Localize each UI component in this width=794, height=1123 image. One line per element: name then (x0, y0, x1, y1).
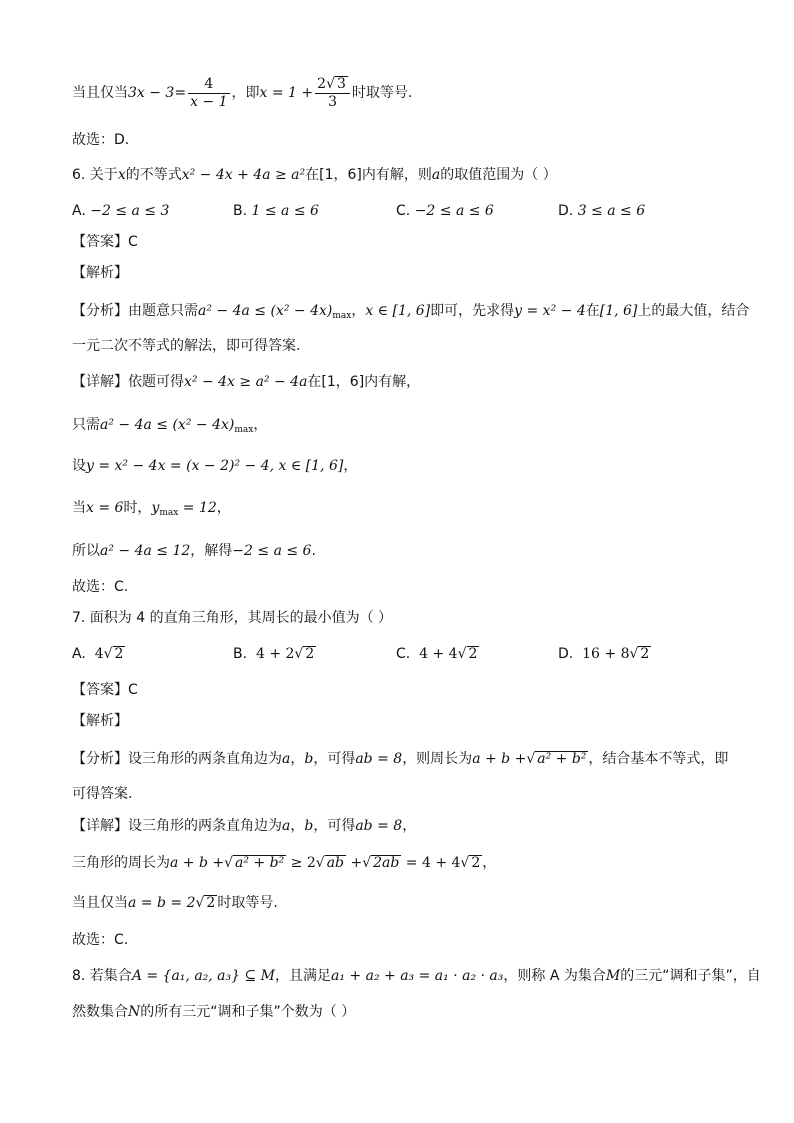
q6-when: 当x = 6时，$y_{max} = 12$， (72, 500, 231, 518)
fraction: $\frac{4}{x - 1}$ (190, 75, 228, 110)
q8-stem: 8. 若集合A = {a₁, a₂, a₃} ⊆ M，且满足a₁ + a₂ + a₃ = a₁ · a₂ · a₃，则称 A 为集合M的三元“调和子集”，自 (72, 968, 761, 984)
q7-option-a: A. 4√ 2 (72, 646, 124, 662)
q6-answer: 【答案】C (72, 234, 138, 250)
q6-option-d: D. 3 ≤ a ≤ 6 (558, 203, 646, 219)
q6-option-b: B. 1 ≤ a ≤ 6 (233, 203, 319, 219)
q7-option-b: B. 4 + 2√ 2 (233, 646, 315, 662)
q5-equality-condition: 当且仅当3x − 3= $\frac{4}{x - 1}$ ，即x = 1 + $\frac{2√ 3}{3}$ 时取等号. (72, 75, 413, 110)
q6-choice: 故选：C. (72, 579, 129, 595)
q7-perimeter: 三角形的周长为a + b +√ a² + b² ≥ 2√ ab +√ 2ab = 4 + 4√ 2 ， (72, 855, 497, 871)
q7-analysis-heading: 【解析】 (72, 713, 128, 729)
q7-choice: 故选：C. (72, 932, 129, 948)
q6-only-need: 只需$a^2 - 4a \le (x^2 - 4x)_{max}$， (72, 417, 268, 435)
q6-option-a: A. −2 ≤ a ≤ 3 (72, 203, 170, 219)
q7-fenxi-line2: 可得答案. (72, 786, 133, 802)
q7-answer: 【答案】C (72, 682, 138, 698)
q7-fenxi: 【分析】设三角形的两条直角边为a，b，可得ab = 8，则周长为a + b +√ a² + b² ，结合基本不等式，即 (72, 751, 729, 767)
q7-xiangjie: 【详解】设三角形的两条直角边为a，b，可得ab = 8， (72, 818, 417, 834)
fraction: $\frac{2√ 3}{3}$ (315, 76, 350, 111)
q6-conclusion: 所以a² − 4a ≤ 12，解得−2 ≤ a ≤ 6. (72, 543, 316, 559)
q6-xiangjie: 【详解】依题可得x² − 4x ≥ a² − 4a在[1，6]内有解， (72, 374, 421, 390)
q6-fenxi-line2: 一元二次不等式的解法，即可得答案. (72, 338, 301, 354)
q5-choice: 故选：D. (72, 132, 130, 148)
q6-stem: 6. 关于x的不等式x² − 4x + 4a ≥ a²在[1，6]内有解，则a的取值范围为（ ） (72, 167, 557, 183)
q6-analysis-heading: 【解析】 (72, 265, 128, 281)
q7-option-c: C. 4 + 4√ 2 (396, 646, 478, 662)
q6-set-y: 设y = x² − 4x = (x − 2)² − 4, x ∈ [1, 6]， (72, 458, 358, 474)
q7-stem: 7. 面积为 4 的直角三角形，其周长的最小值为（ ） (72, 610, 393, 626)
q7-option-d: D. 16 + 8√ 2 (558, 646, 650, 662)
q7-equality: 当且仅当a = b = 2√ 2 时取等号. (72, 895, 278, 911)
q8-stem-line2: 然数集合N的所有三元“调和子集”个数为（ ） (72, 1004, 356, 1020)
q6-option-c: C. −2 ≤ a ≤ 6 (396, 203, 494, 219)
q6-fenxi: 【分析】由题意只需$a^2 - 4a \le (x^2 - 4x)_{max}$，x ∈ [1, 6]即可，先求得y = x² − 4在[1, 6]上的最大值，结合 (72, 303, 750, 321)
